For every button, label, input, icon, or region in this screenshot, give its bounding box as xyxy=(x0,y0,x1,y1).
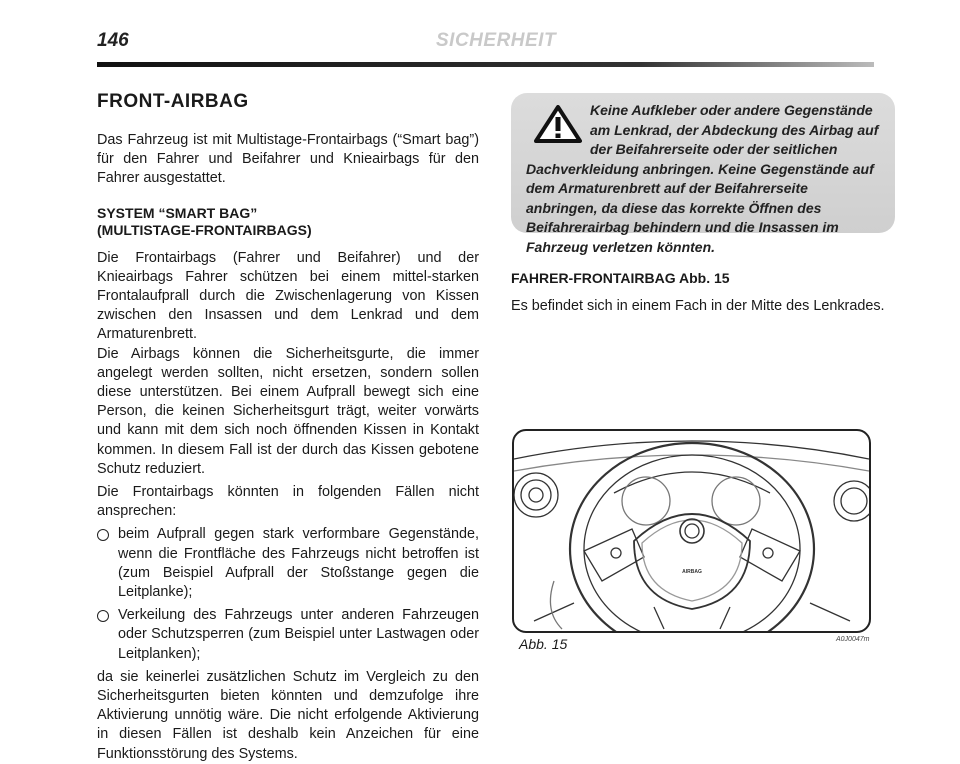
system-subtitle xyxy=(97,205,479,239)
body-paragraph-2: Die Airbags können die Sicherheitsgurte, die immer angelegt werden sollten, nicht ersetzen, sondern sollen diese unterstützen. Bei einem Aufprall bewegt sich eine Person, die keinen Sicherheitsgurt trägt, weiter vorwärts und kann mit dem sich noch öffnenden Kissen in Kontakt kommen. In diesem Fall ist der durch das Kissen gebotene Schutz reduziert. xyxy=(97,345,479,477)
body-paragraph-1: Die Frontairbags (Fahrer und Beifahrer) und der Knieairbags Fahrer schützen bei einem mittel-starken Frontalaufprall durch die Zwischenlagerung von Kissen zwischen den Insassen und dem Lenkrad und dem Armaturenbrett. xyxy=(97,249,479,343)
figure-caption: Abb. 15 xyxy=(519,636,568,652)
right-column xyxy=(511,270,895,316)
list-item xyxy=(97,525,479,602)
section-title: SICHERHEIT xyxy=(436,30,557,51)
warning-text: Keine Aufkleber oder andere Gegenstände am Lenkrad, der Abdeckung des Airbag auf der Beifahrerseite oder der seitlichen Dachverkleidung anbringen. Keine Gegenstände auf dem Armaturenbrett auf der Beifahrerseite anbringen, da diese das korrekte Öffnen des Beifahrerairbag behindern und die Insassen im Fahrzeug verletzen könnten. xyxy=(526,102,879,255)
figure-steering-wheel xyxy=(512,429,871,633)
steering-wheel-illustration xyxy=(514,431,869,631)
bullet-list xyxy=(97,525,479,663)
page-number: 146 xyxy=(97,30,129,51)
warning-triangle-icon xyxy=(534,105,582,143)
airbag-label: AIRBAG xyxy=(682,569,702,575)
warning-box xyxy=(511,93,895,255)
driver-airbag-text: Es befindet sich in einem Fach in der Mitte des Lenkrades. xyxy=(511,298,885,314)
system-subtitle-line2: (MULTISTAGE-FRONTAIRBAGS) xyxy=(97,221,312,238)
driver-airbag-subtitle: FAHRER-FRONTAIRBAG Abb. 15 xyxy=(511,270,730,286)
system-subtitle-line1: SYSTEM “SMART BAG” xyxy=(97,204,258,221)
list-item xyxy=(97,606,479,664)
body-paragraph-3: Die Frontairbags könnten in folgenden Fällen nicht ansprechen: xyxy=(97,484,479,520)
page-title: FRONT-AIRBAG xyxy=(97,91,249,112)
header-rule xyxy=(97,62,874,67)
intro-paragraph: Das Fahrzeug ist mit Multistage-Frontairbags (“Smart bag”) für den Fahrer und Beifahrer und Knieairbags für den Fahrer ausgestattet. xyxy=(97,132,479,187)
figure-code: A0J0047m xyxy=(836,636,870,643)
bullet-circle-icon xyxy=(97,610,109,622)
list-item-text: beim Aufprall gegen stark verformbare Gegenstände, wenn die Frontfläche des Fahrzeugs nicht betroffen ist (zum Beispiel Aufprall der Stoßstange gegen die Leitplanke); xyxy=(118,526,479,601)
bullet-circle-icon xyxy=(97,529,109,541)
body-paragraph-4: da sie keinerlei zusätzlichen Schutz im Vergleich zu den Sicherheitsgurten bieten könnten und demzufolge ihre Aktivierung unnötig wäre. Die nicht erfolgende Aktivierung in diesen Fällen ist deshalb kein Anzeichen für eine Funktionsstörung des Systems. xyxy=(97,668,479,762)
list-item-text: Verkeilung des Fahrzeugs unter anderen Fahrzeugen oder Schutzsperren (zum Beispiel unter Lastwagen oder Leitplanken); xyxy=(118,607,479,662)
left-column xyxy=(97,91,479,764)
